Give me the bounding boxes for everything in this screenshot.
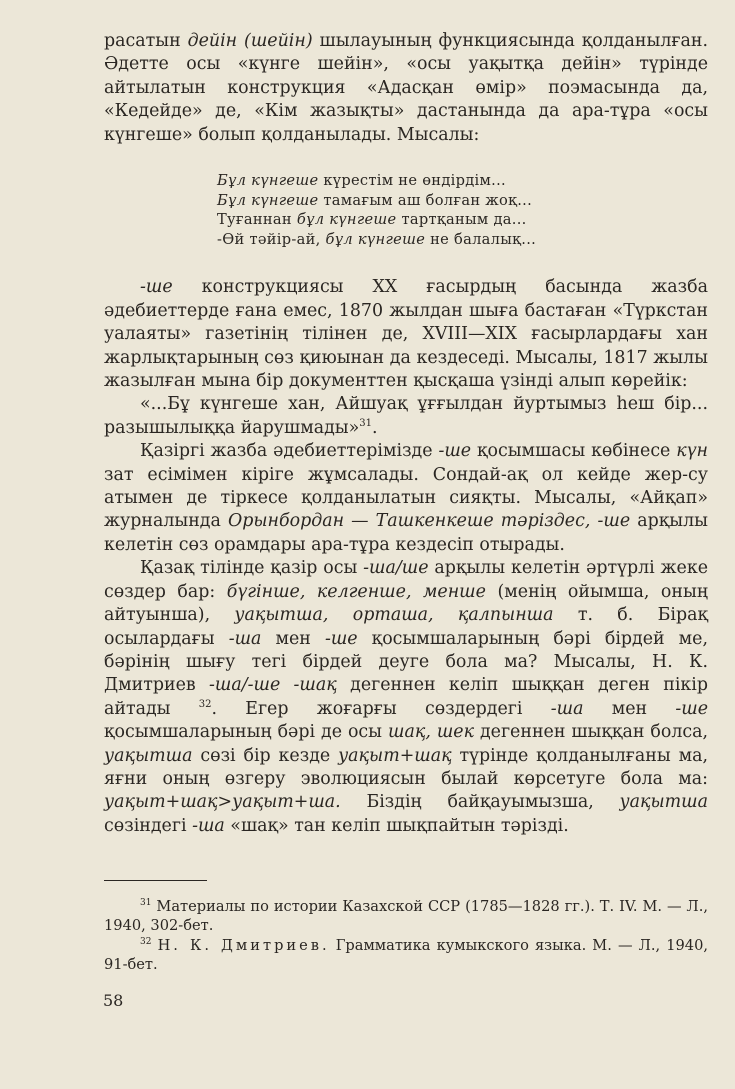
- page-number: 58: [103, 991, 124, 1010]
- paragraph: Қазақ тілінде қазір осы -ша/ше арқылы келетін әртүрлі жеке сөздер бар: бүгінше, келгенше, менше (менің ойымша, оның айтуынша), уақытша, орташа, қалпынша т. б. Бірақ осылардағы -ша мен -ше қосымшаларының бәрі бірдей ме, бәрінің шығу тегі бірдей деуге бола ма? Мысалы, Н. К. Дмитриев -ша/-ше -шақ дегеннен келіп шыққан деген пікір айтады $^{32}$. Егер жоғарғы сөздердегі -ша мен -ше қосымшаларының бәрі де осы шақ, шек дегеннен шыққан болса, уақытша сөзі бір кезде уақыт+шақ түрінде қолданылғаны ма, яғни оның өзгеру эволюциясын былай көрсетуге бола ма: уақыт+шақ>уақыт+ша. Біздің байқауымызша, уақытша сөзіндегі -ша «шақ» тан келіп шықпайтын тәрізді.: [104, 558, 709, 836]
- verse-line: Бұл күнгеше тамағым аш болған жоқ...: [217, 191, 533, 209]
- footnote: $^{32}$ Н. К. Дмитриев. Грамматика кумыкского языка. М. — Л., 1940, 91-бет.: [104, 936, 709, 974]
- body-text: [104, 30, 708, 838]
- paragraph: расатын дейін (шейін) шылауының функциясында қолданылған. Әдетте осы «күнге шейін», «осы уақытқа дейін» түрінде айтылатын конструкция «Адасқан өмір» поэмасында да, «Кедейде» де, «Кім жазықты» дастанында да ара-тұра «осы күнгеше» болып қолданылады. Мысалы:: [104, 31, 708, 145]
- paragraph: -ше конструкциясы XX ғасырдың басында жазба әдебиеттерде ғана емес, 1870 жылдан шыға бастаған «Түркстан уалаяты» газетінің тілінен де, XVIII—XIX ғасырлардағы хан жарлықтарының сөз қиюынан да кездеседі. Мысалы, 1817 жылы жазылған мына бір документтен қысқаша үзінді алып көрейік:: [104, 277, 708, 392]
- footnote-number: 31: [140, 898, 152, 909]
- footnote-ref: 31: [359, 418, 373, 430]
- quote-paragraph: «...Бұ күнгеше хан, Айшуақ ұғғылдан йуртымыз һеш бір... разышылыққа йарушмады»$^{31}$.: [104, 394, 708, 438]
- verse-line: -Өй тәйір-ай, бұл күнгеше не балалық...: [217, 230, 537, 248]
- verse-line: Бұл күнгеше күрестім не өндірдім...: [217, 172, 506, 190]
- poem-quote: [104, 171, 708, 249]
- verse-line: Туғаннан бұл күнгеше тартқаным да...: [217, 211, 527, 229]
- footnote-number: 32: [140, 936, 152, 947]
- paragraph: Қазіргі жазба әдебиеттерімізде -ше қосымшасы көбінесе күн зат есімімен кіріге жұмсалады. Сондай-ақ ол кейде жер-су атымен де тіркесе қолданылатын сияқты. Мысалы, «Айқап» журналында Орынбордан — Ташкенкеше тәріздес, -ше арқылы келетін сөз орамдары ара-тұра кездесіп отырады.: [104, 441, 709, 555]
- footnote: $^{31}$ Материалы по истории Казахской ССР (1785—1828 гг.). Т. IV. М. — Л., 1940, 302-бет.: [104, 898, 708, 935]
- footnote-divider: [104, 880, 207, 881]
- footnote-ref: 32: [198, 698, 212, 710]
- footnote-author: Н. К. Дмитриев.: [157, 936, 330, 954]
- footnotes: [104, 897, 708, 975]
